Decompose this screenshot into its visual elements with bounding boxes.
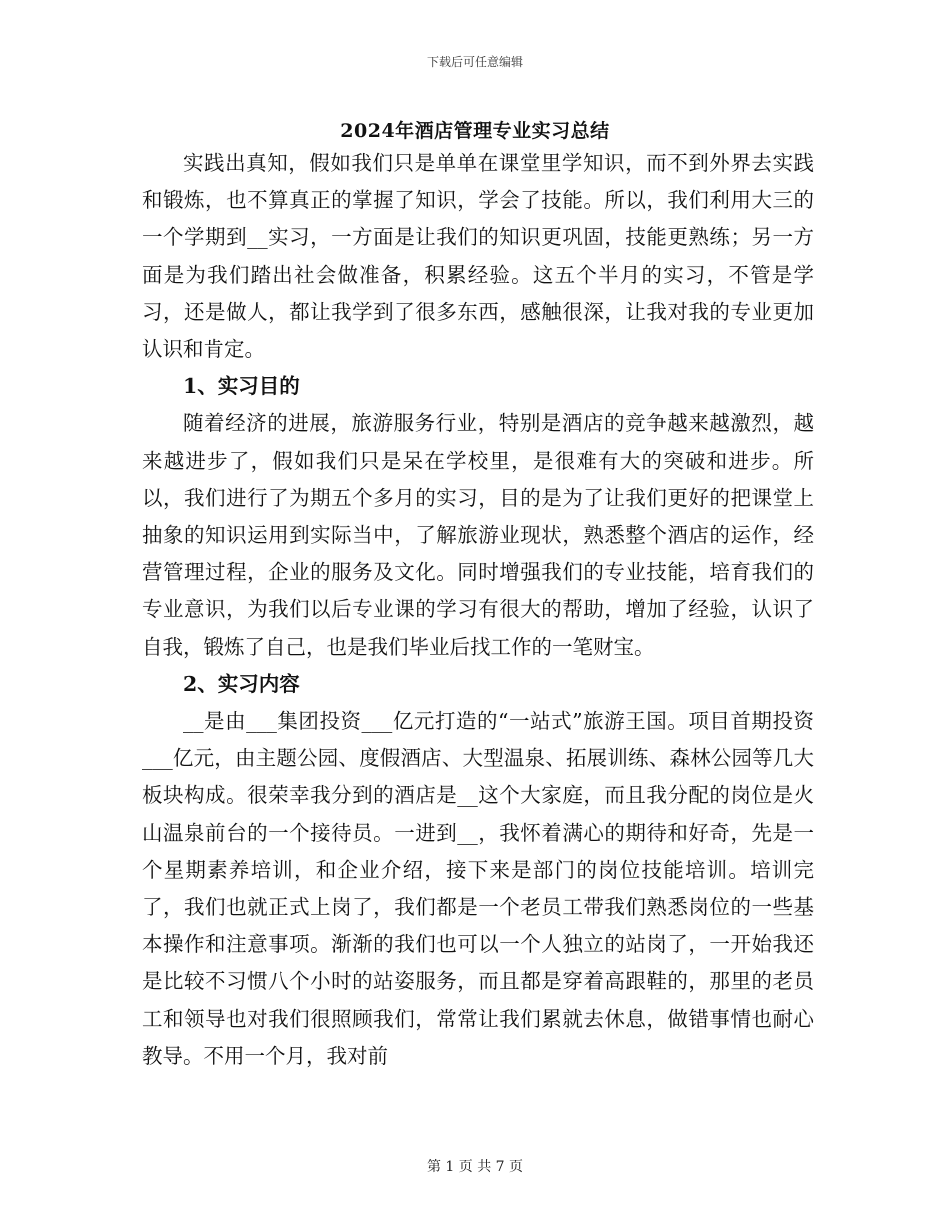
header-note: 下载后可任意编辑 (426, 55, 523, 69)
intro-paragraph: 实践出真知，假如我们只是单单在课堂里学知识，而不到外界去实践和锻炼，也不算真正的掌握了知识，学会了技能。所以，我们利用大三的一个学期到__实习，一方面是让我们的知识更巩固，技能更熟练；另一方面是为我们踏出社会做准备，积累经验。这五个半月的实习，不管是学习，还是做人，都让我学到了很多东西，感触很深，让我对我的专业更加认识和肯定。 (142, 151, 814, 362)
content-paragraph: __是由___集团投资___亿元打造的“一站式”旅游王国。项目首期投资___亿元，由主题公园、度假酒店、大型温泉、拓展训练、森林公园等几大板块构成。很荣幸我分到的酒店是__这个大家庭，而且我分配的岗位是火山温泉前台的一个接待员。一进到__，我怀着满心的期待和好奇，先是一个星期素养培训，和企业介绍，接下来是部门的岗位技能培训。培训完了，我们也就正式上岗了，我们都是一个老员工带我们熟悉岗位的一些基本操作和注意事项。渐渐的我们也可以一个人独立的站岗了，一开始我还是比较不习惯八个小时的站姿服务，而且都是穿着高跟鞋的，那里的老员工和领导也对我们很照顾我们，常常让我们累就去休息，做错事情也耐心教导。不用一个月，我对前 (142, 709, 814, 1068)
purpose-paragraph: 随着经济的进展，旅游服务行业，特别是酒店的竞争越来越激烈，越来越进步了，假如我们只是呆在学校里，是很难有大的突破和进步。所以，我们进行了为期五个多月的实习，目的是为了让我们更好的把课堂上抽象的知识运用到实际当中，了解旅游业现状，熟悉整个酒店的运作，经营管理过程，企业的服务及文化。同时增强我们的专业技能，培育我们的专业意识，为我们以后专业课的学习有很大的帮助，增加了经验，认识了自我，锻炼了自己，也是我们毕业后找工作的一笔财宝。 (142, 411, 814, 659)
document-title: 2024年酒店管理专业实习总结 (340, 120, 610, 142)
document-body (142, 145, 814, 1075)
section-heading-purpose: 1、实习目的 (183, 374, 300, 399)
page-indicator: 第 1 页 共 7 页 (426, 1159, 524, 1175)
section-heading-content: 2、实习内容 (183, 671, 300, 696)
